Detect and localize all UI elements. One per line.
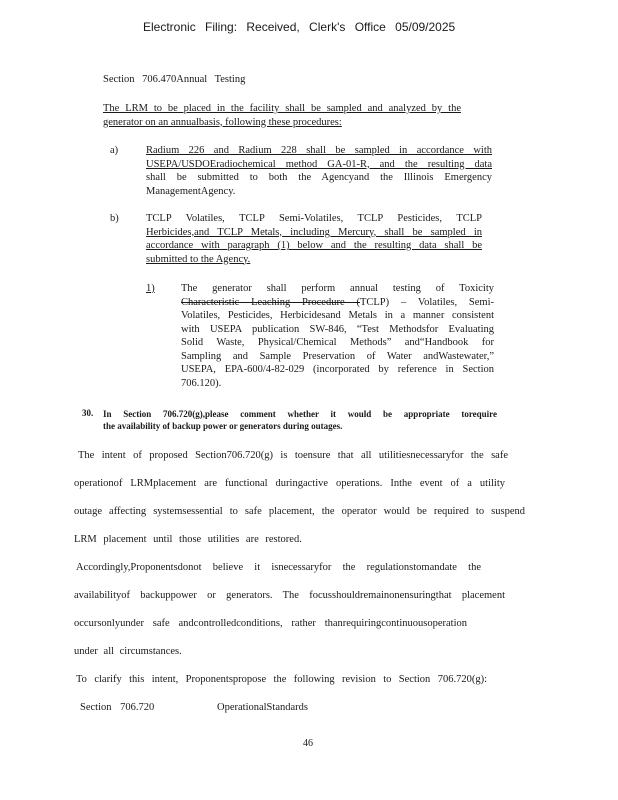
response-line-3 xyxy=(74,506,525,517)
response-text: availabilityof backuppower or generators. The focusshouldremainonensuringthat placement xyxy=(74,590,505,601)
struck-text: Characteristic Leaching Procedure ( xyxy=(181,296,360,308)
item-b1-line: USEPA, EPA-600/4-82-029 (incorporated by reference in Section xyxy=(181,364,494,375)
response-text: occursonlyunder safe andcontrolledconditions, rather thanrequiringcontinuousoperation xyxy=(74,618,467,629)
item-b1-line: Solid Waste, Physical/Chemical Methods” and“Handbook for xyxy=(181,337,494,348)
item-b-text xyxy=(146,212,482,266)
item-b1-marker: 1) xyxy=(146,283,155,294)
item-b-line: TCLP Volatiles, TCLP Semi-Volatiles, TCLP Pesticides, TCLP xyxy=(146,213,482,224)
item-b-marker: b) xyxy=(110,213,119,224)
response-text: To clarify this intent, Proponentspropose the following revision to Section 706.720(g): xyxy=(76,674,487,685)
item-a-line: ManagementAgency. xyxy=(146,185,236,197)
item-b1-line: with USEPA publication SW-846, “Test Methodsfor Evaluating xyxy=(181,323,494,335)
intro-paragraph xyxy=(103,102,461,129)
intro-line: The LRM to be placed in the facility shall be sampled and analyzed by the xyxy=(103,103,461,114)
response-line-5 xyxy=(76,562,481,573)
item-b1-line-rest: TCLP) – Volatiles, Semi- xyxy=(359,296,494,308)
response-line-1 xyxy=(78,450,508,461)
response-text: The intent of proposed Section706.720(g) is toensure that all utilitiesnecessaryfor the safe xyxy=(78,450,508,461)
section-heading: Section 706.470Annual Testing xyxy=(103,74,246,85)
question-line: the availability of backup power or generators during outages. xyxy=(103,421,343,431)
question-number: 30. xyxy=(82,408,94,418)
response-text: outage affecting systemsessential to safe placement, the operator would be required to suspend xyxy=(74,506,525,517)
item-b1-line: Sampling and Sample Preservation of Water andWastewater,” xyxy=(181,350,494,362)
item-a-line: USEPA/USDOEradiochemical method GA-01-R, and the resulting data xyxy=(146,158,492,170)
item-b1-line: The generator shall perform annual testing of Toxicity xyxy=(181,283,494,294)
final-section-label: Section 706.720 xyxy=(80,702,155,713)
item-a-line: Radium 226 and Radium 228 shall be sampled in accordance with xyxy=(146,145,492,156)
item-a-marker: a) xyxy=(110,145,119,156)
item-b1-line: 706.120). xyxy=(181,377,222,389)
response-text: operationof LRMplacement are functional duringactive operations. Inthe event of a utility xyxy=(74,478,505,489)
question-line: In Section 706.720(g),please comment whether it would be appropriate torequire xyxy=(103,409,497,419)
item-b1-line: Volatiles, Pesticides, Herbicidesand Metals in a manner consistent xyxy=(181,310,494,321)
item-b1-line xyxy=(181,296,494,310)
response-line-8: under all circumstances. xyxy=(74,646,182,657)
item-a-text xyxy=(146,144,492,198)
question-text xyxy=(103,408,497,432)
response-line-6 xyxy=(74,590,505,601)
response-line-2 xyxy=(74,478,505,489)
item-b1-text xyxy=(181,282,494,390)
item-b-line: submitted to the Agency. xyxy=(146,253,251,265)
response-text: Accordingly,Proponentsdonot believe it isnecessaryfor the regulationstomandate the xyxy=(76,562,481,573)
response-line-7 xyxy=(74,618,467,629)
item-b-line: accordance with paragraph (1) below and the resulting data shall be xyxy=(146,240,482,251)
filing-header: Electronic Filing: Received, Clerk's Office 05/09/2025 xyxy=(143,20,456,34)
final-section-title: OperationalStandards xyxy=(217,702,308,713)
intro-line: generator on an annualbasis, following these procedures: xyxy=(103,116,342,128)
page-number: 46 xyxy=(303,738,313,749)
response-line-9 xyxy=(76,674,487,685)
item-a-line: shall be submitted to both the Agencyand the Illinois Emergency xyxy=(146,172,492,183)
item-b-line: Herbicides,and TCLP Metals, including Mercury, shall be sampled in xyxy=(146,226,482,238)
response-line-4: LRM placement until those utilities are restored. xyxy=(74,534,302,545)
